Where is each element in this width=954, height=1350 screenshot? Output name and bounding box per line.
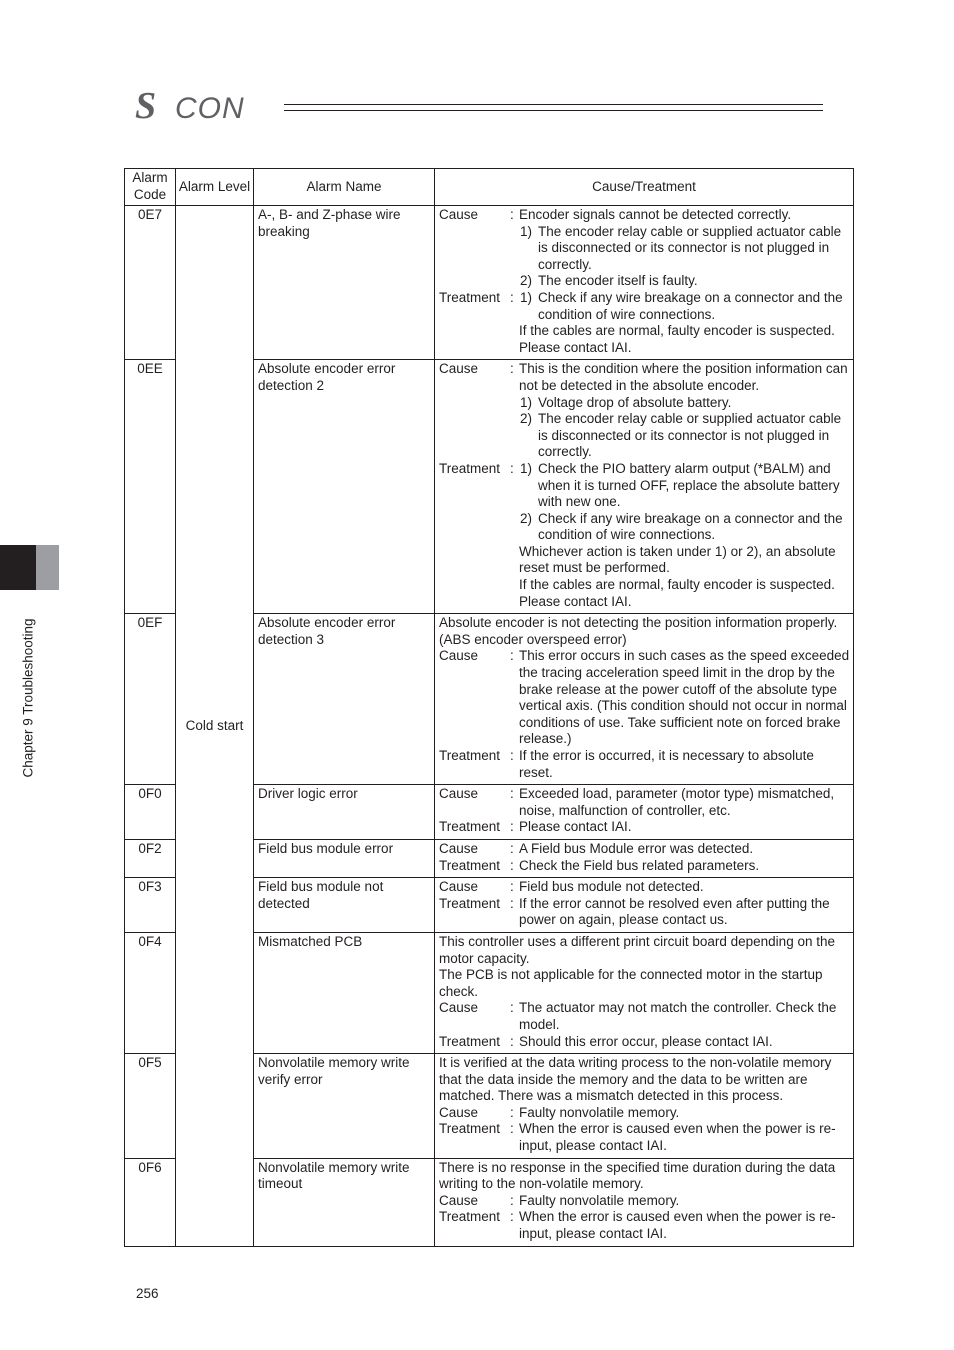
intro-text: The PCB is not applicable for the connected motor in the startup check. xyxy=(439,967,823,999)
chapter-label: Chapter 9 Troubleshooting xyxy=(20,618,36,778)
cause-label: Cause xyxy=(439,840,479,856)
cause-treatment: Cause : Exceeded load, parameter (motor type) mismatched, noise, malfunction of controller, etc. Treatment : Please contact IAI. xyxy=(435,785,854,840)
treatment-text: If the error is occurred, it is necessary to absolute reset. xyxy=(519,748,814,780)
alarm-name: Absolute encoder error detection 2 xyxy=(254,360,435,614)
alarm-code: 0EE xyxy=(125,360,176,614)
treatment-label: Treatment xyxy=(439,1209,501,1225)
table-header-row xyxy=(125,169,854,206)
treatment-label: Treatment xyxy=(439,748,501,763)
treatment-label: Treatment xyxy=(439,857,501,873)
alarm-level: Cold start xyxy=(176,206,254,1247)
header-rule-top xyxy=(284,104,823,105)
svg-text:CON: CON xyxy=(175,92,245,122)
cause-text: Faulty nonvolatile memory. xyxy=(519,1192,680,1208)
scon-logo xyxy=(135,88,277,122)
cause-text: Encoder signals cannot be detected correctly. xyxy=(519,207,792,222)
intro-text: Absolute encoder is not detecting the position information properly. (ABS encoder overspeed error) xyxy=(439,615,838,647)
treatment-text: Should this error occur, please contact IAI. xyxy=(519,1033,773,1049)
cause-treatment: Cause : This is the condition where the position information can not be detected in the absolute encoder. 1) Voltage drop of absolute battery. 2) The encoder relay cable or supplied actuator cable is disconnected or its connector is not plugged in correctly. Treatment : 1) Check the PIO battery alarm output (*BALM) and when it is turned OFF, replace the absolute battery with new one. 2) Check if any wire breakage on a connector and the condition of wire connections. Whichever action is taken under 1) or 2), an absolute reset must be performed. If the cables are normal, faulty encoder is suspected. Please contact IAI. xyxy=(435,360,854,614)
header-alarm-level: Alarm Level xyxy=(176,169,254,206)
treatment-text: When the error is caused even when the power is re-input, please contact IAI. xyxy=(519,1209,836,1242)
treatment-text: Check the Field bus related parameters. xyxy=(519,857,760,873)
alarm-name: Field bus module not detected xyxy=(254,878,435,933)
alarm-code: 0EF xyxy=(125,614,176,785)
cause-treatment: Cause : Field bus module not detected. Treatment : If the error cannot be resolved even after putting the power on again, please contact us. xyxy=(435,878,854,933)
cause-text: Faulty nonvolatile memory. xyxy=(519,1104,680,1120)
intro-text: This controller uses a different print circuit board depending on the motor capacity. xyxy=(439,933,835,966)
header-alarm-code: Alarm Code xyxy=(125,169,176,206)
treatment-label: Treatment xyxy=(439,1121,501,1137)
alarm-code: 0F3 xyxy=(125,878,176,933)
svg-text:S: S xyxy=(135,88,157,122)
cause-label: Cause xyxy=(439,207,479,222)
treatment-note: Whichever action is taken under 1) or 2), an absolute reset must be performed. xyxy=(519,543,836,576)
treatment-label: Treatment xyxy=(439,289,501,305)
alarm-name: Nonvolatile memory write timeout xyxy=(254,1158,435,1246)
treatment-text: Please contact IAI. xyxy=(519,819,632,835)
table-row xyxy=(125,206,854,360)
cause-treatment: It is verified at the data writing process to the non-volatile memory that the data inside the memory and the data to be written are matched. There was a mismatch detected in this process. Cause : Faulty nonvolatile memory. Treatment : When the error is caused even when the power is re-input, please contact IAI. xyxy=(435,1054,854,1159)
chapter-tab-marker-light xyxy=(36,545,59,590)
treatment-note: If the cables are normal, faulty encoder is suspected. Please contact IAI. xyxy=(519,323,835,355)
cause-treatment: Cause : Encoder signals cannot be detected correctly. 1) The encoder relay cable or supplied actuator cable is disconnected or its connector is not plugged in correctly. 2) The encoder itself is faulty. Treatment : 1) Check if any wire breakage on a connector and the condition of wire connections. If the cables are normal, faulty encoder is suspected. Please contact IAI. xyxy=(435,206,854,360)
header-cause-treatment: Cause/Treatment xyxy=(435,169,854,206)
alarm-name: Mismatched PCB xyxy=(254,932,435,1053)
cause-label: Cause xyxy=(439,1192,479,1208)
alarm-code: 0F5 xyxy=(125,1054,176,1159)
treatment-label: Treatment xyxy=(439,1033,501,1049)
header-alarm-name: Alarm Name xyxy=(254,169,435,206)
treatment-text: When the error is caused even when the power is re-input, please contact IAI. xyxy=(519,1121,836,1154)
alarm-code: 0F0 xyxy=(125,785,176,840)
cause-label: Cause xyxy=(439,361,479,377)
cause-label: Cause xyxy=(439,786,479,802)
cause-text: Field bus module not detected. xyxy=(519,879,704,895)
intro-text: It is verified at the data writing process to the non-volatile memory that the data inside the memory and the data to be written are matched. There was a mismatch detected in this process. xyxy=(439,1055,832,1104)
alarm-name: Nonvolatile memory write verify error xyxy=(254,1054,435,1159)
cause-label: Cause xyxy=(439,1104,479,1120)
alarm-name: Driver logic error xyxy=(254,785,435,840)
header-rule-bottom xyxy=(284,110,823,111)
chapter-tab-marker-dark xyxy=(0,545,36,590)
cause-text: Exceeded load, parameter (motor type) mismatched, noise, malfunction of controller, etc. xyxy=(519,786,835,818)
cause-text: The actuator may not match the controller. Check the model. xyxy=(519,1000,837,1032)
alarm-code: 0F4 xyxy=(125,932,176,1053)
intro-text: There is no response in the specified time duration during the data writing to the non-volatile memory. xyxy=(439,1159,836,1192)
cause-treatment: Absolute encoder is not detecting the position information properly. (ABS encoder overspeed error) Cause : This error occurs in such cases as the speed exceeded the tracing acceleration speed limit in the drop by the brake release at the power cutoff of the absolute type vertical axis. (This condition should not occur in normal conditions of use. Take sufficient note on forced brake release.) Treatment : If the error is occurred, it is necessary to absolute reset. xyxy=(435,614,854,785)
alarm-code: 0E7 xyxy=(125,206,176,360)
treatment-note: If the cables are normal, faulty encoder is suspected. Please contact IAI. xyxy=(519,577,835,609)
treatment-label: Treatment xyxy=(439,460,501,476)
cause-label: Cause xyxy=(439,648,479,664)
alarm-code: 0F6 xyxy=(125,1158,176,1246)
alarm-name: Field bus module error xyxy=(254,839,435,877)
cause-treatment: Cause : A Field bus Module error was detected. Treatment : Check the Field bus related parameters. xyxy=(435,839,854,877)
cause-text: This is the condition where the position information can not be detected in the absolute encoder. xyxy=(519,361,848,393)
treatment-text: If the error cannot be resolved even after putting the power on again, please contact us. xyxy=(519,895,830,928)
alarm-name: Absolute encoder error detection 3 xyxy=(254,614,435,785)
page-number: 256 xyxy=(136,1286,159,1301)
cause-label: Cause xyxy=(439,1000,479,1016)
cause-text: A Field bus Module error was detected. xyxy=(519,840,754,856)
cause-label: Cause xyxy=(439,879,479,895)
treatment-label: Treatment xyxy=(439,895,501,911)
cause-text: This error occurs in such cases as the speed exceeded the tracing acceleration speed limit in the drop by the brake release at the power cutoff of the absolute type vertical axis. (This condition should not occur in normal conditions of use. Take sufficient note on forced brake release.) xyxy=(519,648,850,747)
cause-treatment: This controller uses a different print circuit board depending on the motor capacity. The PCB is not applicable for the connected motor in the startup check. Cause : The actuator may not match the controller. Check the model. Treatment : Should this error occur, please contact IAI. xyxy=(435,932,854,1053)
alarm-table xyxy=(124,168,854,1247)
alarm-code: 0F2 xyxy=(125,839,176,877)
cause-treatment: There is no response in the specified time duration during the data writing to the non-volatile memory. Cause : Faulty nonvolatile memory. Treatment : When the error is caused even when the power is re-input, please contact IAI. xyxy=(435,1158,854,1246)
alarm-name: A-, B- and Z-phase wire breaking xyxy=(254,206,435,360)
treatment-label: Treatment xyxy=(439,819,501,835)
